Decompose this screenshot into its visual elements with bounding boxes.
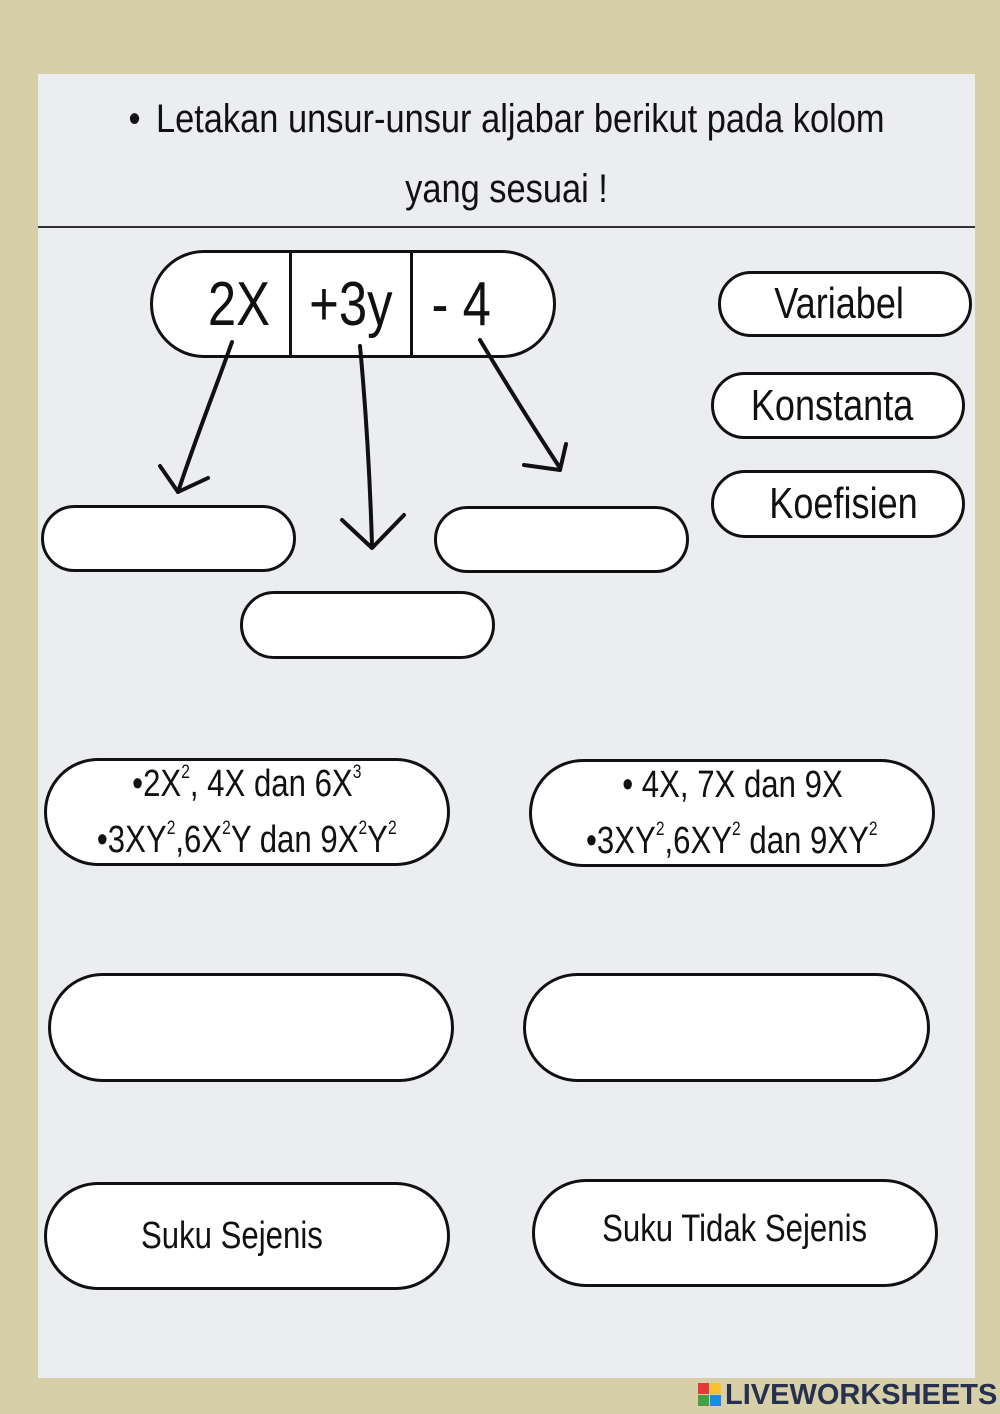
instruction-line-2: yang sesuai ! [405, 167, 608, 211]
drop-box-left[interactable] [48, 973, 454, 1082]
example-group-right[interactable] [529, 759, 935, 867]
expression-term-variable: 2X [207, 269, 271, 339]
drop-box-right[interactable] [523, 973, 930, 1082]
divider [38, 226, 975, 228]
example-right-line-2: $•3XY^2,6XY^2$ dan $9XY^2$ [586, 819, 878, 862]
drop-box-term-1[interactable] [41, 505, 296, 572]
chip-konstanta[interactable]: Konstanta [711, 372, 965, 439]
example-left-line-1: $•2X^2$, 4X dan $6X^3$ [132, 762, 362, 805]
brand-name: LIVEWORKSHEETS [725, 1378, 998, 1411]
example-left-line-2: $•3XY^2,6X^2Y$ dan $9X^2Y^2$ [97, 818, 397, 861]
category-suku-tidak-sejenis: Suku Tidak Sejenis [532, 1179, 938, 1287]
chip-variabel[interactable]: Variabel [718, 271, 972, 337]
category-suku-sejenis: Suku Sejenis [44, 1182, 450, 1290]
example-right-line-1: • 4X, 7X dan 9X [621, 764, 843, 806]
instruction-bullet: • [128, 97, 141, 141]
expression-term-coefficient: +3y [289, 253, 413, 355]
liveworksheets-brand [698, 1378, 997, 1412]
chip-koefisien[interactable]: Koefisien [711, 470, 965, 538]
algebra-expression [150, 250, 556, 358]
drop-box-term-2[interactable] [240, 591, 495, 659]
instruction-line-1: Letakan unsur-unsur aljabar berikut pada kolom [155, 97, 885, 141]
drop-box-term-3[interactable] [434, 506, 689, 573]
example-group-left[interactable] [44, 758, 450, 866]
liveworksheets-logo [698, 1383, 722, 1407]
instruction-text [104, 84, 910, 224]
expression-term-constant: - 4 [431, 269, 491, 339]
